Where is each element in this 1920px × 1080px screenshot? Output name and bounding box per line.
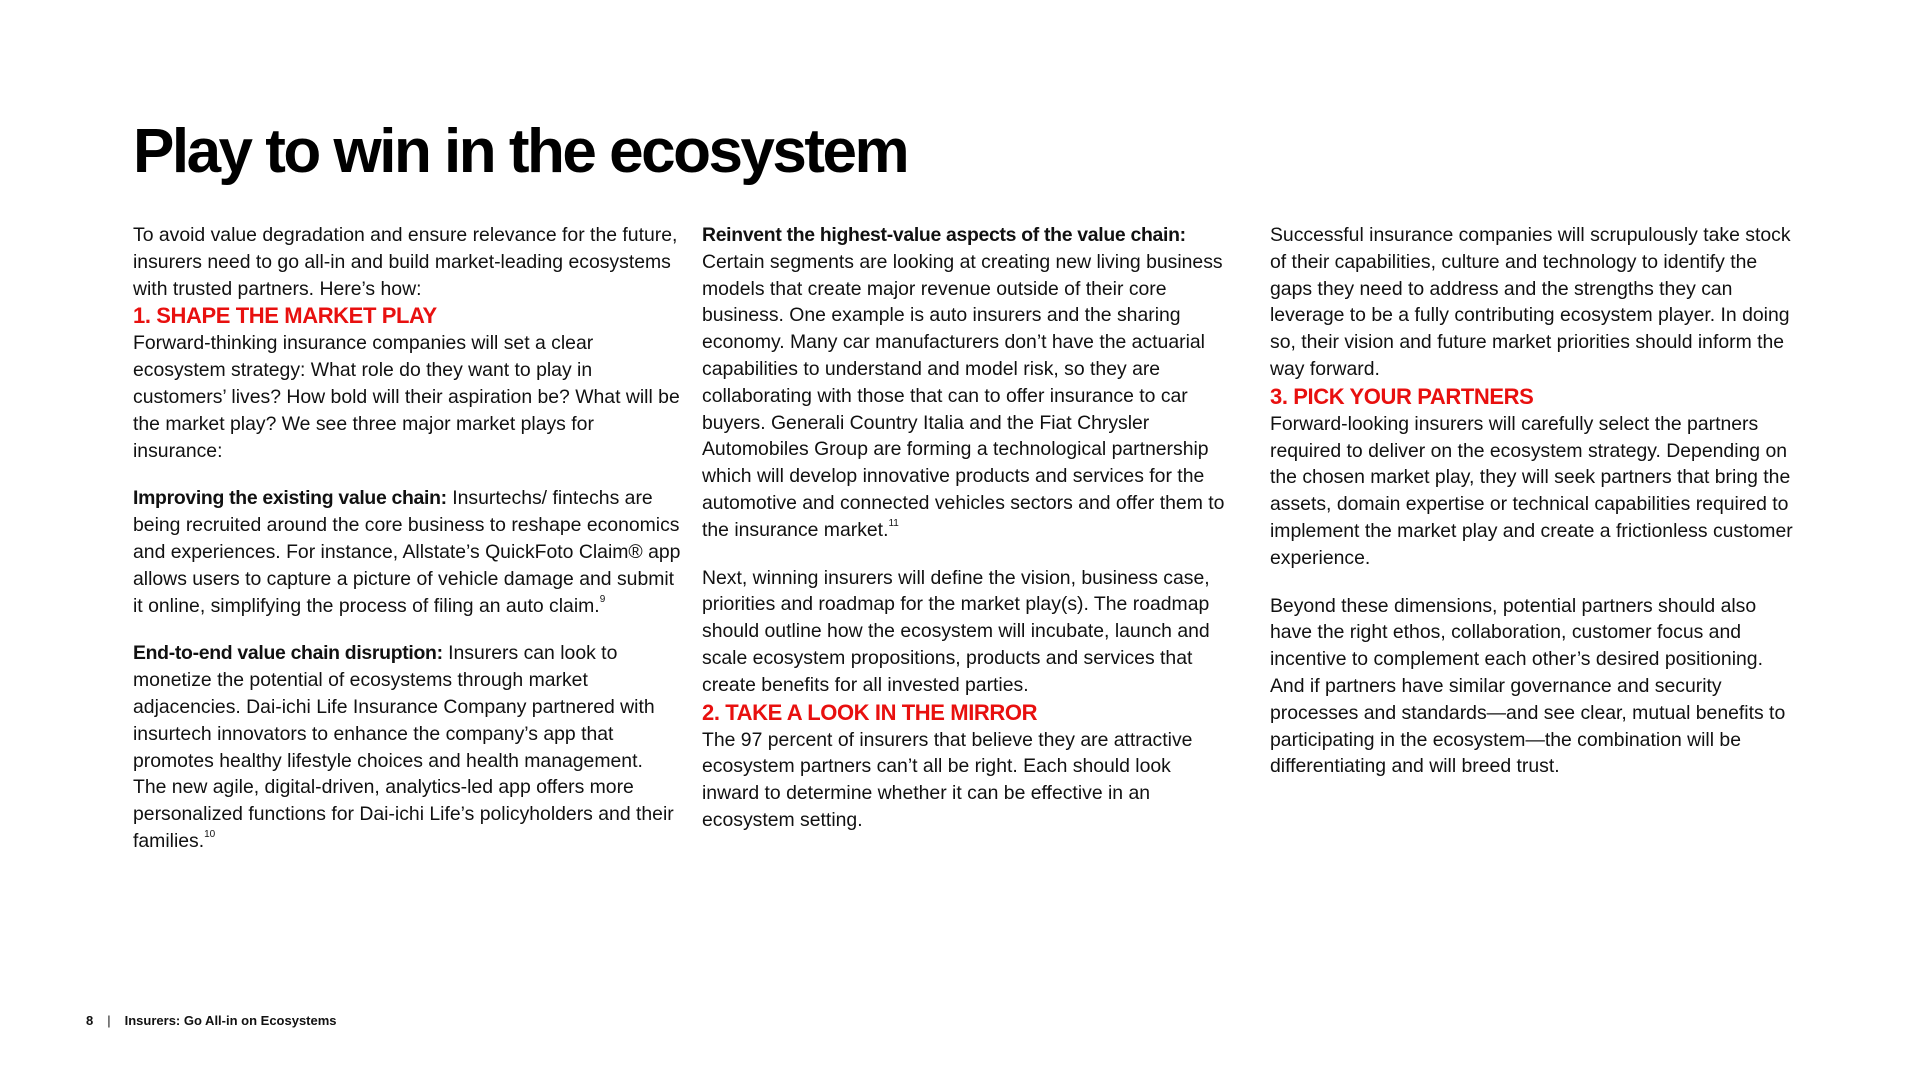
footnote-ref-11: 11	[888, 518, 899, 530]
market-play-reinvent-body: Certain segments are looking at creating new living business models that create major revenue outside of their core business. One example is auto insurers and the sharing economy. Many car manufacturers don’t have the actuarial capabilities to understand and model risk, so they are collaborating with those that can to offer insurance to car buyers. Generali Country Italia and the Fiat Chrysler Automobiles Group are forming a technological partnership which will develop innovative products and services for the automotive and connected vehicles sectors and offer them to the insurance market.	[702, 250, 1225, 541]
look-in-mirror-paragraph: The 97 percent of insurers that believe they are attractive ecosystem partners can’t all be right. Each should look inward to determine whether it can be effective in an ecosystem setting.	[702, 728, 1193, 831]
footer-separator: |	[107, 1013, 111, 1028]
market-play-reinvent-paragraph	[702, 222, 1227, 544]
market-play-improving-paragraph	[133, 485, 681, 619]
market-play-disruption-paragraph	[133, 640, 681, 854]
footnote-ref-9: 9	[599, 594, 606, 606]
column-3	[1270, 222, 1795, 780]
footnote-ref-10: 10	[204, 829, 216, 841]
roadmap-paragraph: Next, winning insurers will define the vision, business case, priorities and roadmap for the market play(s). The roadmap should outline how the ecosystem will incubate, launch and scale ecosystem propositions, products and services that create benefits for all invested parties.	[702, 566, 1210, 696]
capabilities-paragraph: Successful insurance companies will scrupulously take stock of their capabilities, culture and technology to identify the gaps they need to address and the strengths they can leverage to be a fully contributing ecosystem player. In doing so, their vision and future market priorities should inform the way forward.	[1270, 224, 1791, 380]
beyond-dimensions-paragraph: Beyond these dimensions, potential partners should also have the right ethos, collaboration, customer focus and incentive to complement each other’s desired positioning. And if partners have similar governance and security processes and standards—and see clear, mutual benefits to participating in the ecosystem—the combination will be differentiating and will breed trust.	[1270, 594, 1786, 778]
page-number: 8	[86, 1013, 94, 1028]
page-footer	[86, 1013, 337, 1028]
market-play-disruption-lead: End-to-end value chain disruption:	[133, 642, 443, 665]
column-2	[702, 222, 1227, 834]
market-play-improving-body: Insurtechs/ fintechs are being recruited around the core business to reshape economics and experiences. For instance, Allstate’s QuickFoto Claim® app allows users to capture a picture of vehicle damage and submit it online, simplifying the process of filing an auto claim.	[133, 487, 681, 617]
section-heading-pick-partners: 3. PICK YOUR PARTNERS	[1270, 383, 1534, 409]
shape-market-play-paragraph: Forward-thinking insurance companies will set a clear ecosystem strategy: What role do they want to play in customers’ lives? How bold will their aspiration be? What will be the market play? We see three major market plays for insurance:	[133, 332, 680, 462]
market-play-improving-lead: Improving the existing value chain:	[133, 487, 447, 510]
market-play-reinvent-lead: Reinvent the highest-value aspects of the value chain:	[702, 224, 1186, 246]
pick-partners-paragraph: Forward-looking insurers will carefully select the partners required to deliver on the ecosystem strategy. Depending on the chosen market play, they will seek partners that bring the assets, domain expertise or technical capabilities required to implement the market play and create a frictionless customer experience.	[1270, 412, 1793, 569]
market-play-disruption-body: Insurers can look to monetize the potential of ecosystems through market adjacencies. Dai-ichi Life Insurance Company partnered with insurtech innovators to enhance the company’s app that promotes healthy lifestyle choices and health management. The new agile, digital-driven, analytics-led app offers more personalized functions for Dai-ichi Life’s policyholders and their families.	[133, 642, 674, 852]
section-heading-look-in-mirror: 2. TAKE A LOOK IN THE MIRROR	[702, 699, 1038, 725]
intro-paragraph: To avoid value degradation and ensure relevance for the future, insurers need to go all-in and build market-leading ecosystems with trusted partners. Here’s how:	[133, 224, 678, 300]
footer-document-title: Insurers: Go All-in on Ecosystems	[124, 1013, 337, 1028]
column-1	[133, 222, 681, 855]
page-title: Play to win in the ecosystem	[133, 117, 908, 186]
section-heading-shape-market-play: 1. SHAPE THE MARKET PLAY	[133, 303, 437, 329]
